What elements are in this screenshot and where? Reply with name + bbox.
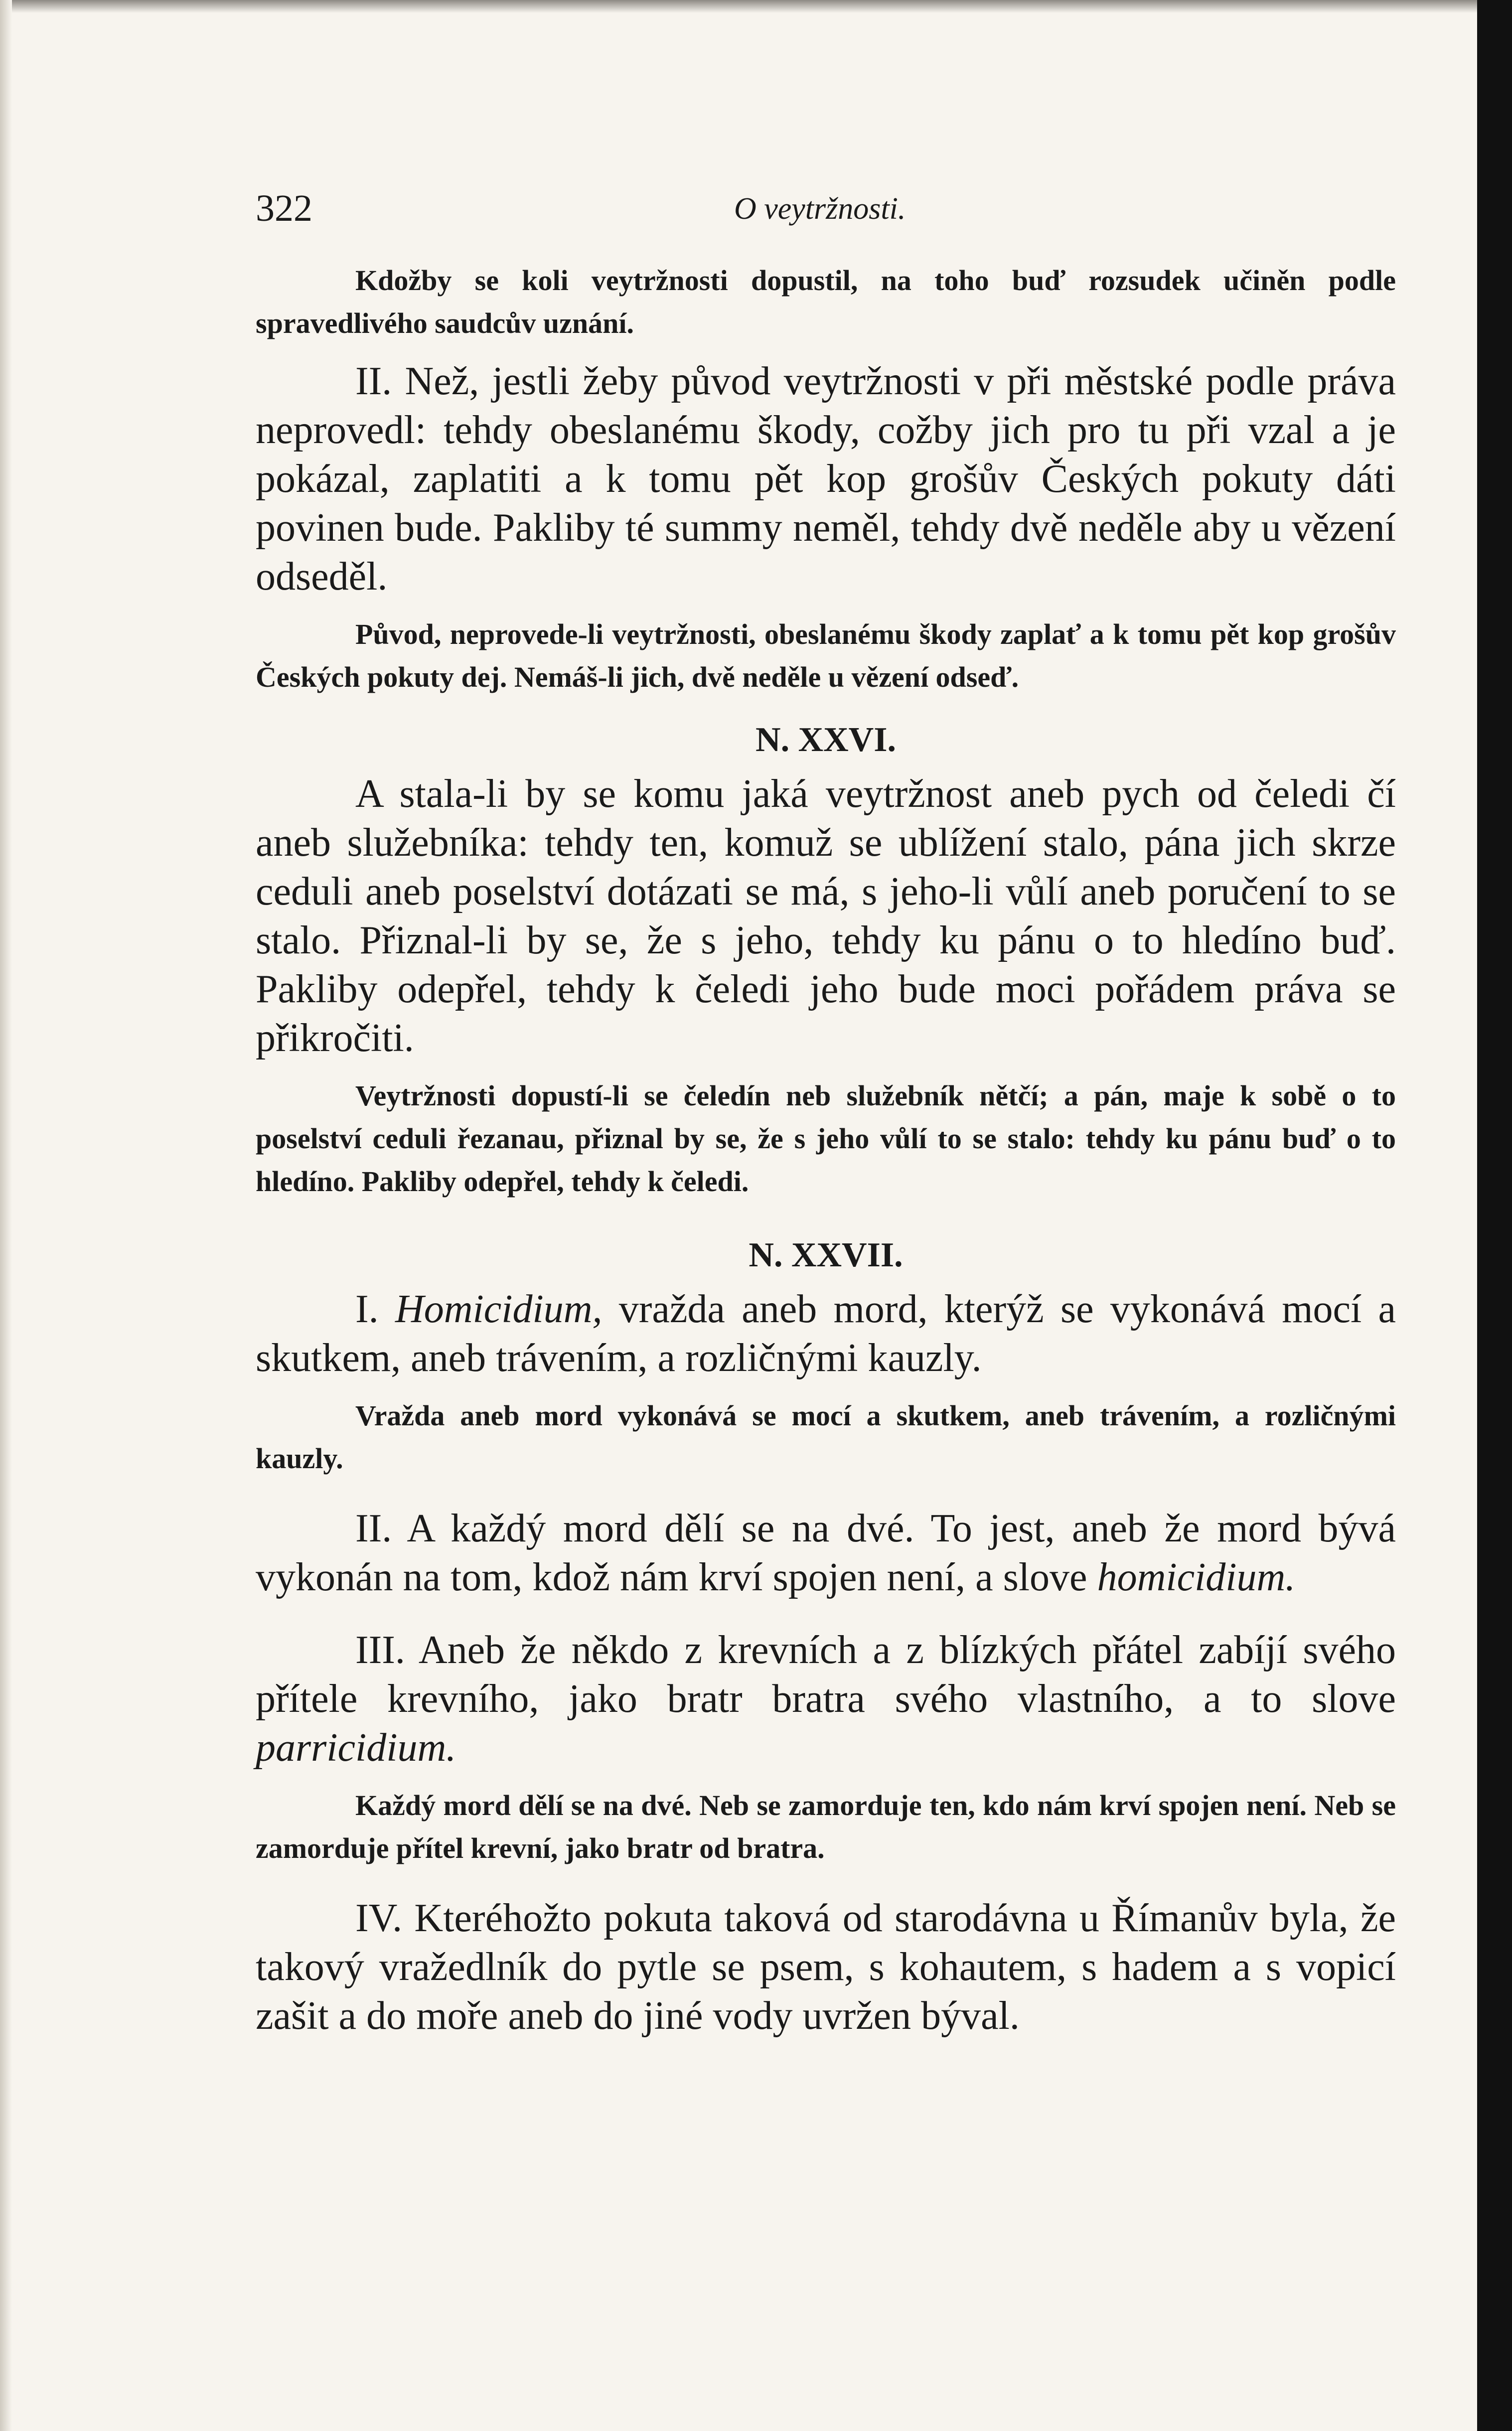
paragraph-xxvi: A stala-li by se komu jaká veytržnost aneb pych od čeledi čí aneb služebníka: tehdy ten, komuž se ublížení stalo, pána jich skrze ceduli aneb poselství dotázati se má, s jeho-li vůlí aneb poručení to se stalo. Přiznal-li by se, že s jeho, tehdy ku pánu o to hledíno buď. Pakliby odepřel, tehdy k čeledi jeho bude moci pořádem práva se přikročiti. (256, 772, 1396, 1060)
page-top-shadow (0, 0, 1477, 13)
paragraph-summary-5: Každý mord dělí se na dvé. Neb se zamorduje ten, kdo nám krví spojen není. Neb se zamorduje přítel krevní, jako bratr od bratra. (256, 1789, 1396, 1864)
paragraph-iv: IV. Kteréhožto pokuta taková od starodávna u Římanův byla, že takový vražedlník do pytle se psem, s kohautem, s hadem a s vopicí zašit a do moře aneb do jiné vody uvržen býval. (256, 1896, 1396, 2038)
scan-right-border (1477, 0, 1512, 2431)
paragraph-summary-3: Veytržnosti dopustí-li se čeledín neb služebník nětčí; a pán, maje k sobě o to poselství ceduli řezanau, přiznal by se, že s jeho vůlí to se stalo: tehdy ku pánu buď o to hledíno. Pakliby odepřel, tehdy k čeledi. (256, 1079, 1396, 1198)
page-content (256, 189, 1396, 2040)
paragraph-iii (256, 1626, 1396, 1772)
paragraph-summary-4: Vražda aneb mord vykonává se mocí a skutkem, aneb trávením, a rozličnými kauzly. (256, 1399, 1396, 1475)
section-heading-xxvi: N. XXVI. (756, 721, 896, 759)
paragraph-ii: II. Než, jestli žeby původ veytržnosti v při městské podle práva neprovedl: tehdy obeslanému škody, cožby jich pro tu při vzal a je pokázal, zaplatiti a k tomu pět kop grošův Českých pokuty dáti povinen bude. Pakliby té summy neměl, tehdy dvě neděle aby u vězení odseděl. (256, 359, 1396, 599)
paragraph-iii-text: III. Aneb že někdo z krevních a z blízkých přátel zabíjí svého přítele krevního, jako bratr bratra svého vlastního, a to slove (256, 1628, 1396, 1721)
paragraph-ii-mord (256, 1504, 1396, 1602)
term-parricidium: parricidium. (256, 1726, 456, 1770)
term-homicidium-2: homicidium. (1097, 1555, 1296, 1599)
section-heading-xxvii: N. XXVII. (749, 1236, 903, 1274)
page-header (256, 189, 1396, 259)
paragraph-summary-1: Kdožby se koli veytržnosti dopustil, na toho buď rozsudek učiněn podle spravedlivého saudcův uznání. (256, 264, 1396, 339)
paragraph-summary-2: Původ, neprovede-li veytržnosti, obeslanému škody zaplať a k tomu pět kop grošův Českých pokuty dej. Nemáš-li jich, dvě neděle u vězení odseď. (256, 618, 1396, 693)
page-left-shadow (0, 0, 12, 2431)
term-homicidium: Homicidium, (395, 1287, 603, 1331)
paragraph-i-rest: vražda aneb mord, kterýž se vykonává mocí a skutkem, aneb trávením, a rozličnými kauzly. (256, 1287, 1396, 1380)
paragraph-ii-text: II. A každý mord dělí se na dvé. To jest, aneb že mord bývá vykonán na tom, kdož nám krví spojen není, a slove (256, 1507, 1396, 1599)
paragraph-i-homicidium (256, 1285, 1396, 1382)
page-number: 322 (256, 187, 312, 229)
running-title: O veytržnosti. (734, 192, 906, 226)
paragraph-i-prefix: I. (355, 1287, 395, 1331)
